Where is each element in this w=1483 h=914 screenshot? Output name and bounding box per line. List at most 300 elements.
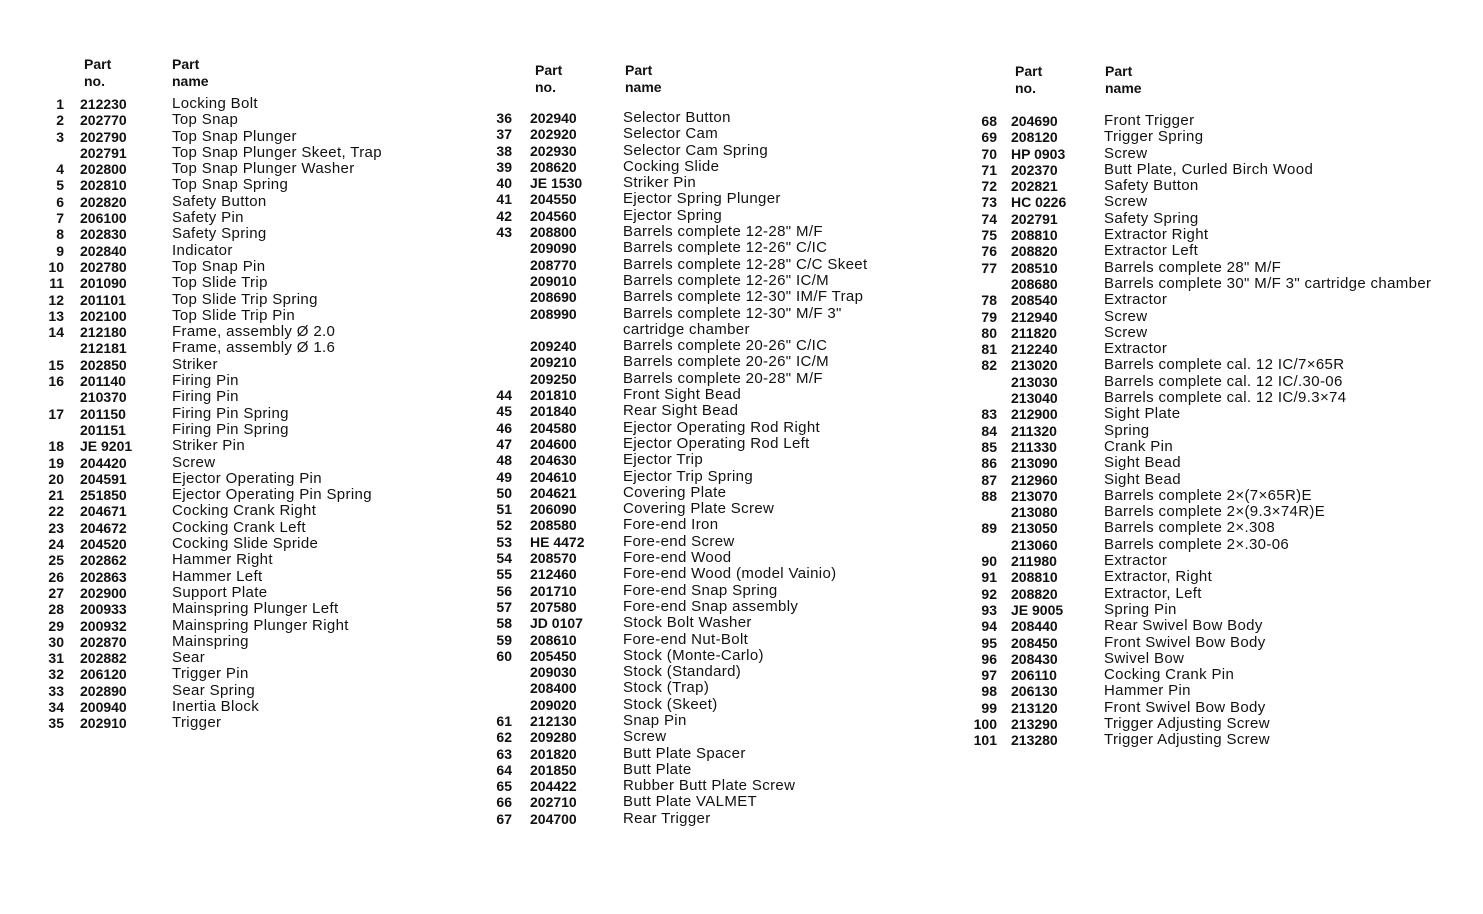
- part-name: Extractor, Right: [1104, 568, 1213, 586]
- part-name: Fore-end Snap assembly: [623, 597, 799, 615]
- part-number: 212900: [1011, 406, 1058, 423]
- part-row: [30, 552, 450, 568]
- part-number: 208620: [530, 158, 577, 175]
- item-number: 48: [496, 452, 512, 469]
- part-number: 202800: [80, 161, 127, 178]
- part-number: 206100: [80, 210, 127, 227]
- part-row: [967, 276, 1467, 292]
- item-number: 52: [496, 517, 512, 534]
- part-row: [967, 227, 1467, 243]
- part-number: 213070: [1011, 487, 1058, 504]
- part-name: Striker: [172, 355, 218, 373]
- item-number: 70: [981, 145, 997, 162]
- item-number: 92: [981, 585, 997, 602]
- part-name: Sight Plate: [1104, 405, 1181, 423]
- part-name: Butt Plate Spacer: [623, 744, 746, 762]
- part-name: Selector Button: [623, 109, 731, 126]
- part-name: Ejector Operating Rod Right: [623, 418, 821, 436]
- item-number: 10: [48, 258, 64, 275]
- part-number: 202370: [1011, 161, 1058, 178]
- part-row: [967, 569, 1467, 585]
- part-name: Butt Plate, Curled Birch Wood: [1104, 160, 1314, 178]
- part-name: Extractor: [1104, 291, 1168, 309]
- part-name: Barrels complete 20-28" M/F: [623, 369, 823, 387]
- part-name: Top Snap Plunger Washer: [172, 160, 355, 178]
- item-number: 47: [496, 435, 512, 452]
- part-number: 209020: [530, 696, 577, 713]
- part-row: [488, 697, 928, 713]
- part-row: [30, 177, 450, 193]
- part-number: 200932: [80, 617, 127, 634]
- part-name: Trigger Adjusting Screw: [1104, 714, 1270, 732]
- item-number: 33: [48, 682, 64, 699]
- item-number: 67: [496, 810, 512, 827]
- part-row: [30, 145, 450, 161]
- part-row: [488, 485, 928, 501]
- item-number: 6: [56, 193, 64, 210]
- part-row: [967, 341, 1467, 357]
- part-row: [967, 732, 1467, 748]
- item-number: 11: [49, 275, 64, 292]
- part-name: Butt Plate: [623, 760, 692, 778]
- part-name: Trigger Pin: [172, 665, 249, 683]
- part-number: 202710: [530, 794, 577, 811]
- parts-column-2: [488, 62, 928, 827]
- item-number: 53: [496, 533, 512, 550]
- part-number: 209280: [530, 729, 577, 746]
- part-number: 201840: [530, 403, 577, 420]
- part-number: 251850: [80, 487, 127, 504]
- part-row: [967, 325, 1467, 341]
- part-row: [967, 553, 1467, 569]
- part-name: Sight Bead: [1104, 470, 1181, 488]
- item-number: 95: [981, 634, 997, 651]
- part-name: Barrels complete 20-26" C/IC: [623, 337, 828, 355]
- part-row: [488, 599, 928, 615]
- item-number: 56: [496, 582, 512, 599]
- item-number: 29: [48, 617, 64, 634]
- part-number: 213120: [1011, 699, 1058, 716]
- part-name: Front Swivel Bow Body: [1104, 698, 1266, 716]
- part-number: 208820: [1011, 585, 1058, 602]
- item-number: 74: [981, 210, 997, 227]
- part-name: Stock (Trap): [623, 679, 710, 697]
- item-number: 19: [48, 454, 64, 471]
- part-number: 204591: [80, 470, 127, 487]
- part-row: [30, 569, 450, 585]
- item-number: 85: [981, 438, 997, 455]
- part-name: Spring: [1104, 421, 1150, 439]
- part-name: Extractor: [1104, 552, 1168, 570]
- item-number: 7: [56, 210, 64, 227]
- part-number: 208120: [1011, 129, 1058, 146]
- part-name: Firing Pin Spring: [172, 420, 289, 438]
- part-name: Screw: [1104, 307, 1148, 325]
- part-name: Selector Cam: [623, 125, 719, 143]
- part-row: [30, 226, 450, 242]
- part-name: Screw: [172, 453, 216, 471]
- part-row: [967, 520, 1467, 536]
- part-name: Cocking Slide: [623, 157, 720, 175]
- part-name: Firing Pin Spring: [172, 404, 289, 422]
- part-number: 209240: [530, 338, 577, 355]
- part-number: 208770: [530, 256, 577, 273]
- part-name: Extractor: [1104, 340, 1168, 358]
- part-name: Indicator: [172, 241, 233, 259]
- part-row: [488, 648, 928, 664]
- part-number: 202830: [80, 226, 127, 243]
- part-row: [30, 650, 450, 666]
- part-row: [488, 159, 928, 175]
- part-name: Rubber Butt Plate Screw: [623, 777, 796, 795]
- item-number: 8: [56, 226, 64, 243]
- part-row: [30, 683, 450, 699]
- part-name: Trigger Adjusting Screw: [1104, 731, 1270, 749]
- part-row: [488, 126, 928, 142]
- item-number: 16: [48, 373, 64, 390]
- part-row: [488, 354, 928, 370]
- parts-list: [967, 113, 1467, 749]
- part-row: [30, 634, 450, 650]
- part-row: [967, 602, 1467, 618]
- item-number: 88: [981, 487, 997, 504]
- part-name: Snap Pin: [623, 711, 687, 729]
- part-name: Extractor Right: [1104, 226, 1209, 244]
- part-name: Mainspring: [172, 632, 249, 650]
- part-row: [30, 585, 450, 601]
- part-number: 201090: [80, 275, 127, 292]
- part-number: 202790: [80, 128, 127, 145]
- part-name: Spring Pin: [1104, 600, 1177, 618]
- part-number: 202850: [80, 356, 127, 373]
- part-name: Safety Button: [172, 192, 267, 210]
- part-number: 208400: [530, 680, 577, 697]
- part-row: [488, 191, 928, 207]
- parts-list: [30, 96, 450, 732]
- part-name: Sight Bead: [1104, 454, 1181, 472]
- part-number: 209010: [530, 272, 577, 289]
- part-number: 213060: [1011, 536, 1058, 553]
- part-name: Stock (Skeet): [623, 695, 718, 713]
- part-number: 213280: [1011, 732, 1058, 749]
- part-name: Barrels complete 2×(9.3×74R)E: [1104, 503, 1326, 521]
- item-number: 60: [496, 647, 512, 664]
- part-name: Barrels complete 12-30" IM/F Trap: [623, 288, 864, 306]
- part-name: Screw: [623, 728, 667, 746]
- part-name: Top Slide Trip Pin: [172, 306, 296, 324]
- item-number: 98: [981, 683, 997, 700]
- part-name: Barrels complete cal. 12 IC/7×65R: [1104, 356, 1345, 374]
- header-part-no: Part no.: [84, 56, 112, 89]
- part-number: 202863: [80, 568, 127, 585]
- column-header: [535, 62, 928, 110]
- item-number: 2: [56, 112, 64, 129]
- part-row: [488, 680, 928, 696]
- part-row: [488, 306, 928, 322]
- part-name: Barrels complete 12-26" C/IC: [623, 239, 828, 257]
- item-number: 43: [496, 224, 512, 241]
- part-row: [30, 601, 450, 617]
- part-name: Safety Pin: [172, 209, 244, 227]
- part-name: Cocking Crank Pin: [1104, 666, 1235, 684]
- part-name: Safety Spring: [1104, 209, 1199, 227]
- item-number: 97: [981, 667, 997, 684]
- item-number: 12: [48, 291, 64, 308]
- item-number: 20: [48, 470, 64, 487]
- part-number: 212130: [530, 712, 577, 729]
- part-number: 208690: [530, 289, 577, 306]
- part-number: HE 4472: [530, 533, 585, 550]
- part-name: Top Snap: [172, 111, 239, 129]
- part-row: [30, 471, 450, 487]
- part-number: 202930: [530, 142, 577, 159]
- part-name: Covering Plate Screw: [623, 500, 775, 518]
- part-name: Stock Bolt Washer: [623, 614, 752, 632]
- part-name: Frame, assembly Ø 2.0: [172, 323, 336, 341]
- part-name: Ejector Operating Pin Spring: [172, 486, 372, 504]
- part-number: 201850: [530, 761, 577, 778]
- part-name: Barrels complete 2×(7×65R)E: [1104, 486, 1312, 504]
- part-number: JD 0107: [530, 615, 583, 632]
- part-row: [30, 96, 450, 112]
- part-name: Safety Spring: [172, 225, 267, 243]
- item-number: 99: [981, 699, 997, 716]
- item-number: 80: [981, 324, 997, 341]
- part-name: Support Plate: [172, 583, 268, 601]
- part-name: Barrels complete 12-30" M/F 3": [623, 304, 842, 322]
- part-number: 201140: [80, 373, 126, 390]
- part-row: [488, 583, 928, 599]
- part-name: Striker Pin: [172, 437, 246, 455]
- item-number: 32: [48, 666, 64, 683]
- item-number: 38: [496, 142, 512, 159]
- item-number: 41: [496, 191, 512, 208]
- part-name: Crank Pin: [1104, 437, 1174, 455]
- part-name: Screw: [1104, 323, 1148, 341]
- part-number: 202890: [80, 682, 127, 699]
- part-number: 201820: [530, 745, 577, 762]
- part-row: [967, 406, 1467, 422]
- part-row: [967, 537, 1467, 553]
- part-number: 206120: [80, 666, 127, 683]
- part-row: [488, 224, 928, 240]
- item-number: 66: [496, 794, 512, 811]
- part-number: 204600: [530, 435, 577, 452]
- part-number: 204630: [530, 452, 577, 469]
- part-row: [967, 586, 1467, 602]
- header-part-name: Part name: [1105, 63, 1142, 96]
- item-number: 90: [981, 553, 997, 570]
- part-name: Ejector Operating Rod Left: [623, 434, 810, 452]
- part-row: [30, 259, 450, 275]
- item-number: 77: [981, 259, 997, 276]
- column-header: [1015, 63, 1467, 113]
- part-name: Firing Pin: [172, 372, 239, 390]
- part-number: 204520: [80, 536, 127, 553]
- part-number: 205450: [530, 647, 577, 664]
- part-number: 204420: [80, 454, 127, 471]
- item-number: 23: [48, 519, 64, 536]
- part-row: [967, 618, 1467, 634]
- part-row: [488, 566, 928, 582]
- part-name: Barrels complete cal. 12 IC/.30-06: [1104, 372, 1343, 390]
- item-number: 46: [496, 419, 512, 436]
- part-row: [967, 635, 1467, 651]
- part-row: [488, 469, 928, 485]
- part-number: 204690: [1011, 113, 1058, 129]
- item-number: 3: [56, 128, 64, 145]
- part-name: Barrels complete 28" M/F: [1104, 258, 1282, 276]
- part-number: 208450: [1011, 634, 1058, 651]
- part-row: [30, 308, 450, 324]
- item-number: 71: [981, 161, 997, 178]
- part-number: 212460: [530, 566, 577, 583]
- part-name: Barrels complete 12-26" IC/M: [623, 271, 830, 289]
- part-number: 209030: [530, 664, 577, 681]
- part-row: [967, 309, 1467, 325]
- item-number: 54: [496, 550, 512, 567]
- part-row: [967, 700, 1467, 716]
- part-row: [30, 699, 450, 715]
- part-row: [967, 357, 1467, 373]
- item-number: 78: [981, 292, 997, 309]
- part-number: 204621: [530, 484, 577, 501]
- part-name: Barrels complete cal. 12 IC/9.3×74: [1104, 389, 1347, 407]
- part-name: Swivel Bow: [1104, 649, 1185, 667]
- part-number: 212230: [80, 96, 127, 112]
- item-number: 4: [56, 161, 64, 178]
- part-number: 211320: [1011, 422, 1057, 439]
- item-number: 57: [496, 598, 512, 615]
- part-number: 202870: [80, 633, 127, 650]
- part-number: 204671: [80, 503, 127, 520]
- part-name: Firing Pin: [172, 388, 239, 406]
- item-number: 58: [496, 615, 512, 632]
- part-number: JE 9005: [1011, 601, 1064, 618]
- part-number: 204550: [530, 191, 577, 208]
- part-row: [30, 406, 450, 422]
- item-number: 30: [48, 633, 64, 650]
- item-number: 21: [48, 487, 64, 504]
- item-number: 22: [48, 503, 64, 520]
- part-number: 204610: [530, 468, 577, 485]
- header-part-no: Part no.: [535, 62, 563, 95]
- part-row: [967, 651, 1467, 667]
- item-number: 39: [496, 158, 512, 175]
- part-row: [30, 666, 450, 682]
- item-number: 37: [496, 126, 512, 143]
- part-number: 213090: [1011, 455, 1058, 472]
- part-row: [488, 746, 928, 762]
- part-name: Locking Bolt: [172, 95, 258, 112]
- part-name: Trigger Spring: [1104, 128, 1204, 146]
- item-number: 87: [981, 471, 997, 488]
- part-row: [488, 273, 928, 289]
- part-number: 212180: [80, 324, 127, 341]
- part-number: 208510: [1011, 259, 1058, 276]
- part-number: 202791: [1011, 210, 1058, 227]
- item-number: 15: [48, 356, 64, 373]
- part-name: Fore-end Wood (model Vainio): [623, 565, 837, 583]
- part-row: [30, 618, 450, 634]
- part-name: Front Trigger: [1104, 112, 1195, 129]
- part-number: 202862: [80, 552, 127, 569]
- part-number: 213030: [1011, 373, 1058, 390]
- part-number: 201151: [80, 421, 126, 438]
- header-part-no: Part no.: [1015, 63, 1043, 96]
- part-name: Front Sight Bead: [623, 386, 742, 404]
- part-row: [30, 536, 450, 552]
- part-number: 208540: [1011, 292, 1058, 309]
- part-number: 213040: [1011, 390, 1058, 407]
- part-name: Mainspring Plunger Right: [172, 616, 349, 634]
- item-number: 89: [981, 520, 997, 537]
- part-row: [967, 390, 1467, 406]
- part-name: Ejector Trip: [623, 451, 704, 469]
- part-number: 201810: [530, 387, 577, 404]
- part-name: Top Snap Spring: [172, 176, 289, 194]
- part-name: Ejector Spring: [623, 206, 723, 224]
- part-name: Hammer Right: [172, 551, 273, 569]
- part-number: 202920: [530, 126, 577, 143]
- item-number: 44: [496, 387, 512, 404]
- part-name: Selector Cam Spring: [623, 141, 769, 159]
- part-row: [488, 811, 928, 827]
- item-number: 64: [496, 761, 512, 778]
- part-name: Cocking Crank Right: [172, 502, 317, 520]
- item-number: 14: [48, 324, 64, 341]
- part-row: [488, 240, 928, 256]
- item-number: 55: [496, 566, 512, 583]
- part-number: 212181: [80, 340, 127, 357]
- part-name: Striker Pin: [623, 174, 697, 192]
- part-number: 209250: [530, 370, 577, 387]
- part-number: 212940: [1011, 308, 1058, 325]
- header-part-name: Part name: [172, 56, 209, 89]
- item-number: 94: [981, 618, 997, 635]
- item-number: 59: [496, 631, 512, 648]
- part-number: 211330: [1011, 438, 1057, 455]
- item-number: 83: [981, 406, 997, 423]
- item-number: 73: [981, 194, 997, 211]
- part-number: 212960: [1011, 471, 1058, 488]
- part-row: [30, 438, 450, 454]
- part-number: 209210: [530, 354, 577, 371]
- part-number: 213050: [1011, 520, 1058, 537]
- part-number: 208800: [530, 224, 577, 241]
- part-name: Ejector Operating Pin: [172, 469, 322, 487]
- item-number: 76: [981, 243, 997, 260]
- part-number: 208820: [1011, 243, 1058, 260]
- part-number: 208440: [1011, 618, 1058, 635]
- part-row: [30, 243, 450, 259]
- item-number: 1: [56, 96, 64, 112]
- part-number: 200940: [80, 698, 127, 715]
- item-number: 45: [496, 403, 512, 420]
- part-number: 213290: [1011, 715, 1058, 732]
- part-number: 202882: [80, 650, 127, 667]
- part-row: [488, 322, 928, 338]
- part-number: 208810: [1011, 227, 1058, 244]
- part-row: [488, 713, 928, 729]
- part-number: 212240: [1011, 341, 1058, 358]
- part-name: Barrels complete 2×.30-06: [1104, 535, 1290, 553]
- part-number: 201150: [80, 405, 126, 422]
- column-header: [84, 56, 450, 96]
- part-number: 204700: [530, 810, 577, 827]
- part-name: Hammer Left: [172, 567, 263, 585]
- item-number: 5: [56, 177, 64, 194]
